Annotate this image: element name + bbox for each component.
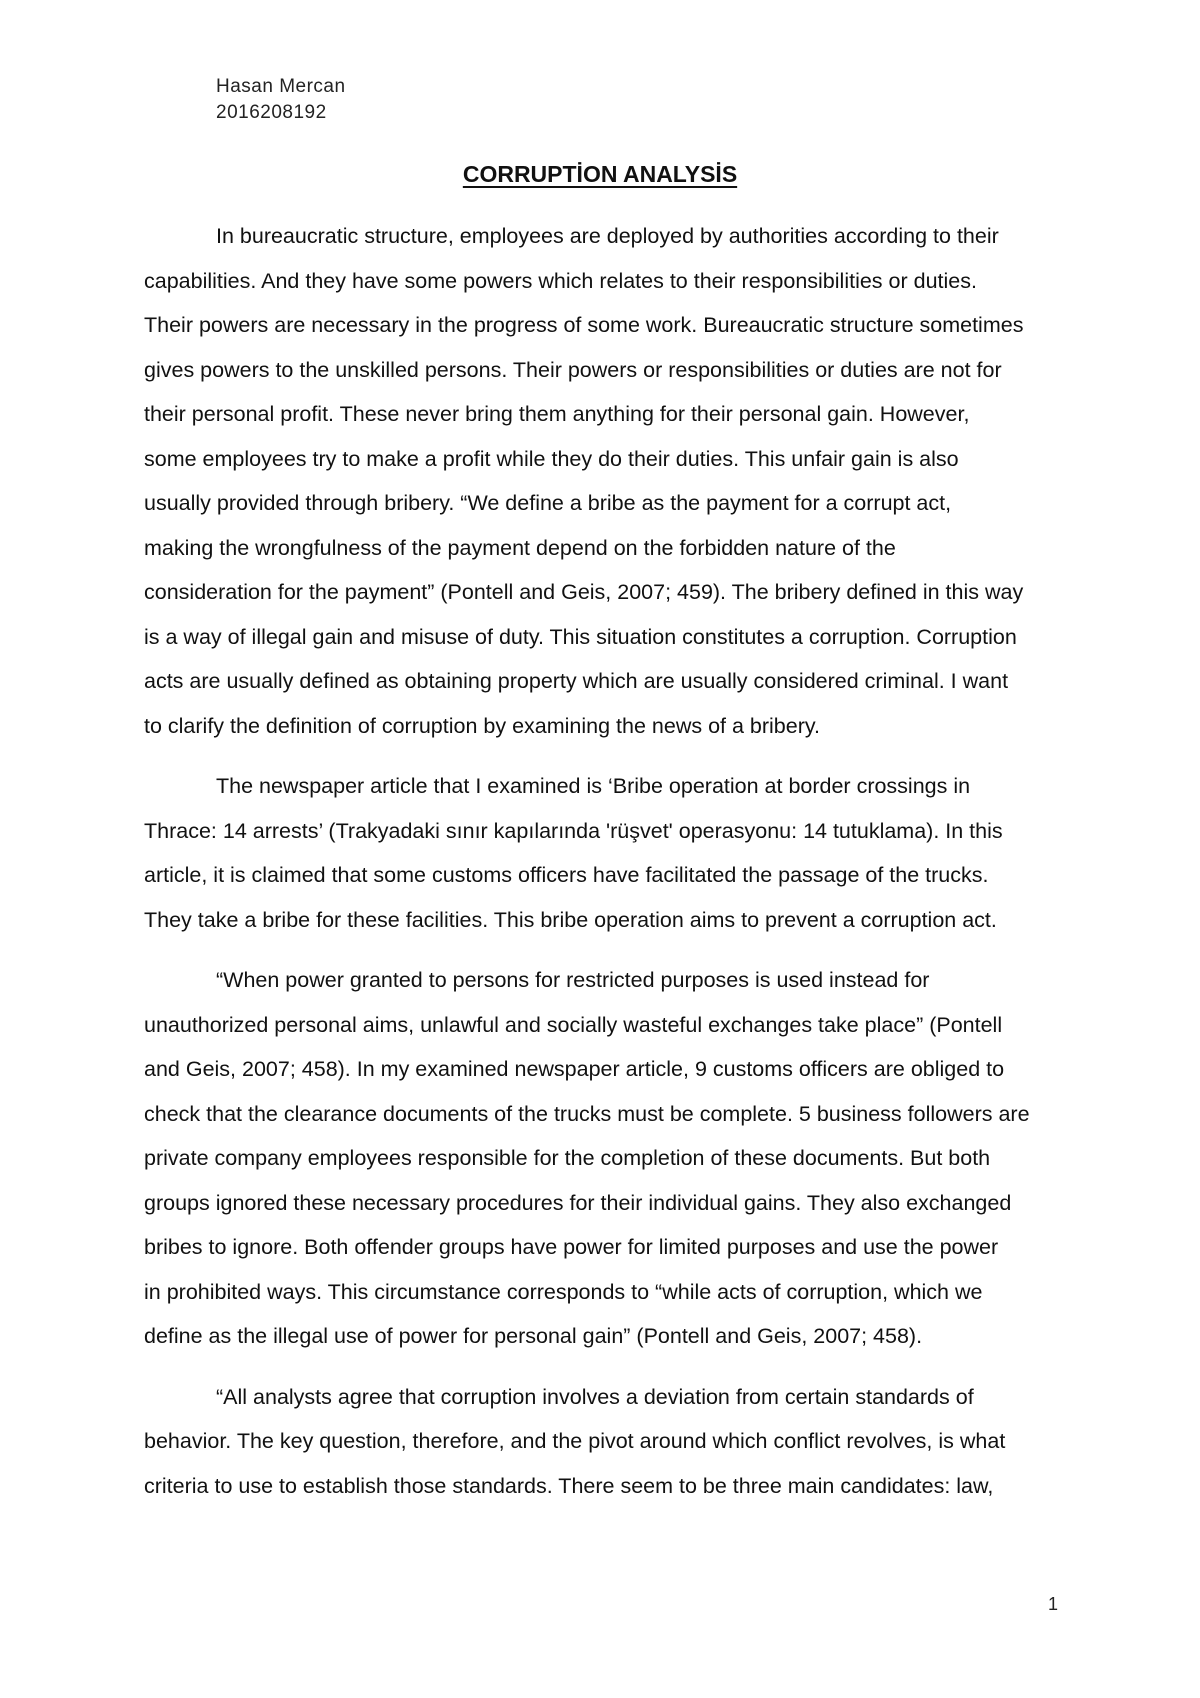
- text-line: check that the clearance documents of the trucks must be complete. 5 business followers are: [144, 1101, 1030, 1126]
- text-line: making the wrongfulness of the payment depend on the forbidden nature of the: [144, 535, 896, 560]
- document-body: [144, 224, 1170, 1518]
- text-line: Thrace: 14 arrests’ (Trakyadaki sınır kapılarında 'rüşvet' operasyonu: 14 tutuklama). In this: [144, 818, 1003, 843]
- text-line: criteria to use to establish those standards. There seem to be three main candidates: law,: [144, 1473, 994, 1498]
- text-line: their personal profit. These never bring them anything for their personal gain. However,: [144, 402, 970, 426]
- text-line: in prohibited ways. This circumstance corresponds to “while acts of corruption, which we: [144, 1279, 983, 1304]
- text-line: acts are usually defined as obtaining property which are usually considered criminal. I want: [144, 669, 1009, 693]
- page-number: 1: [1048, 1594, 1059, 1614]
- text-line: consideration for the payment” (Pontell and Geis, 2007; 459). The bribery defined in this way: [144, 580, 1024, 604]
- student-id: 2016208192: [216, 102, 327, 123]
- text-line: bribes to ignore. Both offender groups have power for limited purposes and use the power: [144, 1235, 999, 1259]
- text-line: private company employees responsible for the completion of these documents. But both: [144, 1146, 991, 1170]
- paragraph-2: [144, 774, 1170, 952]
- text-line: is a way of illegal gain and misuse of duty. This situation constitutes a corruption. Corruption: [144, 624, 1017, 649]
- text-line: They take a bribe for these facilities. This bribe operation aims to prevent a corruption act.: [144, 907, 997, 932]
- text-line: article, it is claimed that some customs officers have facilitated the passage of the trucks.: [144, 863, 989, 887]
- text-line: groups ignored these necessary procedures for their individual gains. They also exchanged: [144, 1190, 1012, 1215]
- text-line: usually provided through bribery. “We define a bribe as the payment for a corrupt act,: [144, 491, 952, 515]
- text-line: The newspaper article that I examined is ‘Bribe operation at border crossings in: [216, 774, 971, 798]
- text-line: “All analysts agree that corruption involves a deviation from certain standards of: [216, 1384, 974, 1409]
- text-line: behavior. The key question, therefore, and the pivot around which conflict revolves, is what: [144, 1429, 1006, 1453]
- text-line: Their powers are necessary in the progress of some work. Bureaucratic structure sometimes: [144, 313, 1024, 337]
- document-title: CORRUPTİON ANALYSİS: [462, 161, 738, 187]
- text-line: to clarify the definition of corruption by examining the news of a bribery.: [144, 713, 821, 738]
- text-line: capabilities. And they have some powers which relates to their responsibilities or duties.: [144, 268, 977, 293]
- text-line: and Geis, 2007; 458). In my examined newspaper article, 9 customs officers are obliged to: [144, 1057, 1005, 1081]
- text-line: gives powers to the unskilled persons. Their powers or responsibilities or duties are not for: [144, 357, 1002, 382]
- text-line: “When power granted to persons for restricted purposes is used instead for: [216, 968, 930, 992]
- text-line: In bureaucratic structure, employees are deployed by authorities according to their: [216, 224, 999, 248]
- paragraph-4: [144, 1385, 1170, 1519]
- text-line: unauthorized personal aims, unlawful and socially wasteful exchanges take place” (Pontell: [144, 1012, 1003, 1037]
- author-name: Hasan Mercan: [216, 76, 346, 97]
- author-block: [216, 74, 346, 126]
- paragraph-3: [144, 968, 1170, 1369]
- paragraph-1: [144, 224, 1170, 758]
- text-line: define as the illegal use of power for personal gain” (Pontell and Geis, 2007; 458).: [144, 1324, 923, 1348]
- text-line: some employees try to make a profit while they do their duties. This unfair gain is also: [144, 446, 959, 471]
